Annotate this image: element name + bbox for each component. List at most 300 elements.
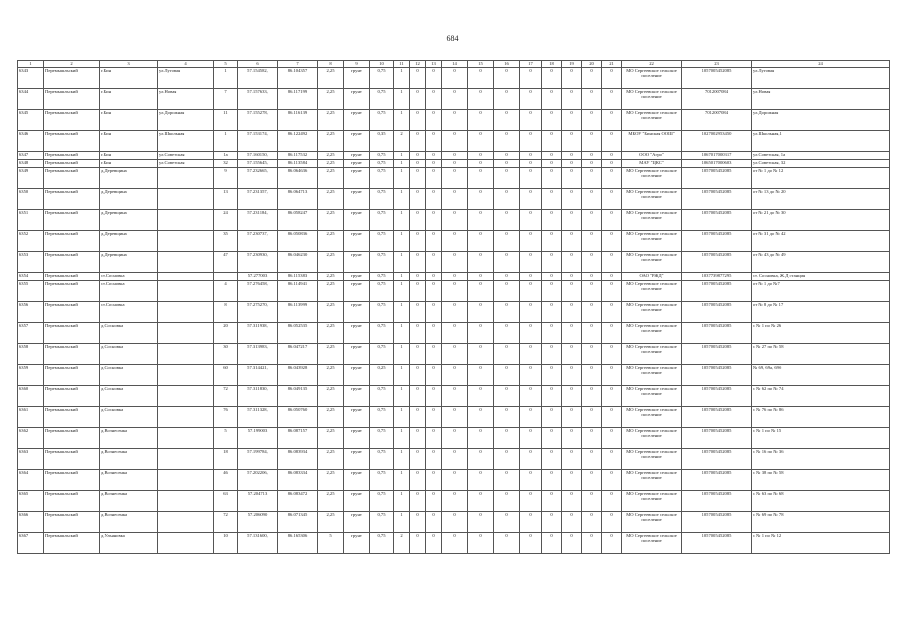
- table-cell: 0: [426, 89, 442, 110]
- table-cell: 0: [468, 323, 494, 344]
- table-cell: 0: [410, 168, 426, 189]
- table-cell: грунт: [344, 168, 370, 189]
- table-cell: МБОУ "Бинская ООШ": [622, 131, 682, 152]
- column-header: 16: [494, 61, 520, 68]
- table-cell: 57.232665,: [238, 168, 278, 189]
- table-cell: 32: [214, 160, 238, 168]
- table-cell: с № 38 по № 58: [752, 470, 890, 491]
- table-cell: ст. Сосновка, Ж.Д станция: [752, 273, 890, 281]
- table-cell: 0: [562, 168, 582, 189]
- table-cell: МО Сергеевское сельское поселение: [622, 89, 682, 110]
- table-cell: 6353: [18, 252, 44, 273]
- table-cell: 2,25: [318, 386, 344, 407]
- table-cell: 1057005452085: [682, 168, 752, 189]
- table-cell: 2,25: [318, 89, 344, 110]
- table-cell: грунт: [344, 491, 370, 512]
- table-cell: 7012007084: [682, 110, 752, 131]
- table-cell: 0,75: [370, 428, 394, 449]
- table-cell: 0: [520, 428, 542, 449]
- table-cell: 1057005452085: [682, 512, 752, 533]
- table-cell: 0: [582, 344, 602, 365]
- column-header: 9: [344, 61, 370, 68]
- table-cell: 0: [562, 273, 582, 281]
- table-cell: ул.Дорожная: [158, 110, 214, 131]
- table-cell: г.Бин: [100, 160, 158, 168]
- table-cell: 0: [426, 470, 442, 491]
- table-cell: 0: [520, 449, 542, 470]
- table-cell: 0: [562, 89, 582, 110]
- table-cell: 0: [494, 273, 520, 281]
- table-cell: 1065017000603: [682, 160, 752, 168]
- table-cell: [158, 449, 214, 470]
- table-cell: 0: [602, 323, 622, 344]
- table-cell: грунт: [344, 386, 370, 407]
- table-cell: 0: [494, 491, 520, 512]
- table-cell: 4: [214, 281, 238, 302]
- table-cell: 57.202206,: [238, 470, 278, 491]
- table-cell: [214, 273, 238, 281]
- table-cell: ул.Новая: [158, 89, 214, 110]
- table-cell: грунт: [344, 252, 370, 273]
- table-cell: 0: [410, 407, 426, 428]
- table-cell: 1057005452085: [682, 252, 752, 273]
- table-cell: грунт: [344, 89, 370, 110]
- table-cell: 0: [468, 160, 494, 168]
- table-cell: г.Бин: [100, 131, 158, 152]
- table-cell: г.Бин: [100, 110, 158, 131]
- table-cell: 86.117199: [278, 89, 318, 110]
- table-cell: 1: [394, 160, 410, 168]
- table-cell: 0: [602, 110, 622, 131]
- table-cell: 0: [602, 365, 622, 386]
- table-cell: 20: [214, 323, 238, 344]
- table-cell: 0: [468, 89, 494, 110]
- table-cell: 0: [582, 210, 602, 231]
- table-cell: 0,75: [370, 231, 394, 252]
- table-cell: 6349: [18, 168, 44, 189]
- registry-table: [17, 60, 890, 554]
- table-cell: от № 21 до № 30: [752, 210, 890, 231]
- table-cell: от № 31 до № 42: [752, 231, 890, 252]
- table-cell: 2: [394, 131, 410, 152]
- table-cell: 0: [582, 252, 602, 273]
- table-cell: 0: [582, 470, 602, 491]
- table-cell: 6347: [18, 152, 44, 160]
- table-header: [18, 61, 890, 68]
- table-cell: 86.113584: [278, 160, 318, 168]
- table-cell: 0: [468, 231, 494, 252]
- table-cell: 0: [494, 470, 520, 491]
- table-cell: 6365: [18, 491, 44, 512]
- table-cell: 0: [442, 386, 468, 407]
- table-cell: 0: [582, 152, 602, 160]
- table-cell: 0: [494, 386, 520, 407]
- table-cell: д.Ульяновка: [100, 533, 158, 554]
- table-cell: 2,25: [318, 323, 344, 344]
- table-cell: д.Сосновка: [100, 365, 158, 386]
- table-cell: д.Вознесенка: [100, 491, 158, 512]
- table-cell: [158, 491, 214, 512]
- table-cell: 30: [214, 344, 238, 365]
- table-cell: 0: [520, 323, 542, 344]
- table-cell: МО Сергеевское сельское поселение: [622, 168, 682, 189]
- table-cell: 0: [542, 470, 562, 491]
- table-cell: 0: [426, 152, 442, 160]
- table-cell: 2,25: [318, 131, 344, 152]
- table-cell: 0: [582, 407, 602, 428]
- table-cell: 0: [562, 231, 582, 252]
- column-header: 5: [214, 61, 238, 68]
- table-cell: 57.311938,: [238, 323, 278, 344]
- table-cell: 0: [602, 68, 622, 89]
- table-cell: 0: [562, 365, 582, 386]
- table-cell: 57.204713: [238, 491, 278, 512]
- table-cell: от № 13 до № 20: [752, 189, 890, 210]
- table-cell: 0: [520, 131, 542, 152]
- table-cell: 0: [582, 273, 602, 281]
- table-cell: 10: [214, 533, 238, 554]
- table-cell: от № 8 до № 17: [752, 302, 890, 323]
- column-header: 7: [278, 61, 318, 68]
- table-cell: 0,75: [370, 344, 394, 365]
- table-cell: 0: [602, 168, 622, 189]
- table-cell: [158, 231, 214, 252]
- column-header: 14: [442, 61, 468, 68]
- table-cell: Перемышльский: [44, 470, 100, 491]
- table-cell: 6346: [18, 131, 44, 152]
- table-cell: 0: [582, 189, 602, 210]
- table-cell: 0,75: [370, 449, 394, 470]
- table-cell: ул.Дорожная: [752, 110, 890, 131]
- table-cell: 2,25: [318, 68, 344, 89]
- table-cell: 0: [494, 512, 520, 533]
- table-cell: 5: [214, 428, 238, 449]
- table-cell: 0: [468, 131, 494, 152]
- table-row: [18, 302, 890, 323]
- table-cell: 0: [520, 210, 542, 231]
- table-cell: 2,25: [318, 449, 344, 470]
- table-cell: 0,75: [370, 110, 394, 131]
- table-cell: 86.083934: [278, 449, 318, 470]
- table-cell: 0: [520, 168, 542, 189]
- table-row: [18, 160, 890, 168]
- column-header: 13: [426, 61, 442, 68]
- table-cell: 0: [562, 110, 582, 131]
- table-cell: 57.276458,: [238, 281, 278, 302]
- table-cell: 0: [426, 281, 442, 302]
- table-cell: 0: [426, 131, 442, 152]
- table-cell: 0,75: [370, 152, 394, 160]
- table-cell: 0: [602, 344, 622, 365]
- table-cell: МО Сергеевское сельское поселение: [622, 449, 682, 470]
- table-cell: 0: [520, 68, 542, 89]
- table-cell: 2,25: [318, 344, 344, 365]
- table-cell: [158, 210, 214, 231]
- table-cell: [158, 470, 214, 491]
- table-cell: 57.277003: [238, 273, 278, 281]
- table-cell: 0: [410, 491, 426, 512]
- table-cell: с № 63 по № 68: [752, 491, 890, 512]
- table-cell: [158, 323, 214, 344]
- table-cell: 0: [520, 491, 542, 512]
- table-cell: 1: [394, 302, 410, 323]
- table-cell: 0: [426, 512, 442, 533]
- table-cell: [158, 407, 214, 428]
- table-cell: 46: [214, 470, 238, 491]
- table-cell: 0: [602, 281, 622, 302]
- table-cell: грунт: [344, 189, 370, 210]
- table-cell: 1057005452085: [682, 210, 752, 231]
- table-cell: 0: [442, 89, 468, 110]
- table-cell: грунт: [344, 152, 370, 160]
- table-cell: 1: [214, 131, 238, 152]
- table-row: [18, 68, 890, 89]
- table-cell: 11: [214, 110, 238, 131]
- table-cell: 0,75: [370, 386, 394, 407]
- table-cell: 0: [520, 110, 542, 131]
- table-cell: 0: [468, 189, 494, 210]
- table-cell: с № 16 по № 36: [752, 449, 890, 470]
- table-cell: 0: [520, 512, 542, 533]
- table-cell: грунт: [344, 407, 370, 428]
- table-cell: 0: [542, 428, 562, 449]
- table-cell: грунт: [344, 344, 370, 365]
- table-cell: 0: [410, 428, 426, 449]
- table-cell: Перемышльский: [44, 512, 100, 533]
- table-cell: 0: [520, 152, 542, 160]
- table-cell: д.Деревщина: [100, 252, 158, 273]
- table-cell: 0: [426, 210, 442, 231]
- table-cell: 0: [442, 323, 468, 344]
- table-cell: 0: [468, 365, 494, 386]
- table-cell: 86.122492: [278, 131, 318, 152]
- table-row: [18, 491, 890, 512]
- table-cell: г.Бин: [100, 89, 158, 110]
- table-cell: 57.157633,: [238, 89, 278, 110]
- table-cell: грунт: [344, 68, 370, 89]
- table-row: [18, 365, 890, 386]
- column-header: 22: [622, 61, 682, 68]
- table-cell: 0: [562, 533, 582, 554]
- table-cell: 0: [494, 302, 520, 323]
- table-cell: № 69, 69а, 69б: [752, 365, 890, 386]
- table-cell: 0: [582, 160, 602, 168]
- table-cell: 0: [410, 323, 426, 344]
- table-cell: 1: [394, 68, 410, 89]
- table-cell: 0: [468, 302, 494, 323]
- table-cell: ул.Советская, 32: [752, 160, 890, 168]
- column-header: 15: [468, 61, 494, 68]
- column-header: 11: [394, 61, 410, 68]
- table-cell: 0: [520, 189, 542, 210]
- table-cell: 0,75: [370, 407, 394, 428]
- table-cell: 0: [468, 533, 494, 554]
- table-cell: 0: [520, 365, 542, 386]
- table-cell: 0: [602, 512, 622, 533]
- table-cell: 0: [426, 386, 442, 407]
- table-cell: 13: [214, 189, 238, 210]
- table-cell: 0: [520, 302, 542, 323]
- table-cell: 0: [494, 110, 520, 131]
- table-cell: 0,75: [370, 281, 394, 302]
- table-cell: 0: [542, 152, 562, 160]
- column-header: 12: [410, 61, 426, 68]
- table-cell: 0: [582, 231, 602, 252]
- table-row: [18, 168, 890, 189]
- table-cell: 0,75: [370, 168, 394, 189]
- table-cell: Перемышльский: [44, 281, 100, 302]
- table-cell: 0: [602, 231, 622, 252]
- table-cell: 0: [562, 252, 582, 273]
- table-cell: 0,75: [370, 323, 394, 344]
- table-cell: 0: [582, 533, 602, 554]
- table-cell: 2,25: [318, 160, 344, 168]
- table-cell: от № 1 до №7: [752, 281, 890, 302]
- table-cell: 0: [442, 491, 468, 512]
- table-cell: МО Сергеевское сельское поселение: [622, 68, 682, 89]
- table-cell: 0: [602, 407, 622, 428]
- table-cell: 0: [542, 491, 562, 512]
- table-cell: 0: [410, 89, 426, 110]
- table-cell: 0: [582, 323, 602, 344]
- table-cell: 57.160150,: [238, 152, 278, 160]
- table-row: [18, 231, 890, 252]
- table-cell: д.Сосновка: [100, 407, 158, 428]
- table-cell: 76: [214, 407, 238, 428]
- table-cell: 6357: [18, 323, 44, 344]
- table-cell: 2,25: [318, 152, 344, 160]
- table-row: [18, 281, 890, 302]
- column-header: 19: [562, 61, 582, 68]
- table-cell: 0: [582, 302, 602, 323]
- table-cell: 1057005452085: [682, 533, 752, 554]
- table-cell: 2,25: [318, 110, 344, 131]
- table-cell: 0: [562, 323, 582, 344]
- table-cell: 0: [442, 470, 468, 491]
- table-cell: 0,75: [370, 189, 394, 210]
- table-cell: 0: [426, 323, 442, 344]
- table-cell: 0: [442, 302, 468, 323]
- table-cell: 1057005452085: [682, 189, 752, 210]
- table-cell: 1: [394, 210, 410, 231]
- table-cell: 0: [562, 491, 582, 512]
- table-cell: с № 1 по № 15: [752, 428, 890, 449]
- table-cell: 6356: [18, 302, 44, 323]
- table-cell: 0: [410, 344, 426, 365]
- table-cell: 0: [426, 344, 442, 365]
- table-cell: 6344: [18, 89, 44, 110]
- table-cell: 0: [542, 533, 562, 554]
- table-cell: 0: [602, 273, 622, 281]
- table-cell: 0: [582, 449, 602, 470]
- table-cell: 86.087157: [278, 428, 318, 449]
- table-cell: 0: [494, 365, 520, 386]
- table-cell: 0: [426, 533, 442, 554]
- table-cell: 1: [394, 231, 410, 252]
- table-cell: 1: [394, 428, 410, 449]
- table-cell: 0: [442, 281, 468, 302]
- table-cell: 0: [542, 252, 562, 273]
- table-cell: 0: [602, 210, 622, 231]
- table-cell: 57.155278,: [238, 110, 278, 131]
- table-cell: 0: [442, 533, 468, 554]
- table-cell: 0: [542, 323, 562, 344]
- table-cell: 0: [494, 189, 520, 210]
- table-cell: 0: [410, 281, 426, 302]
- table-cell: 0,25: [370, 365, 394, 386]
- table-cell: 57.199784,: [238, 449, 278, 470]
- table-row: [18, 407, 890, 428]
- table-cell: грунт: [344, 302, 370, 323]
- table-cell: 0: [494, 407, 520, 428]
- table-cell: 0: [542, 281, 562, 302]
- table-cell: 7012007084: [682, 89, 752, 110]
- table-cell: 0: [562, 160, 582, 168]
- table-cell: Перемышльский: [44, 110, 100, 131]
- table-cell: 7: [214, 89, 238, 110]
- table-cell: грунт: [344, 273, 370, 281]
- table-cell: 0: [602, 470, 622, 491]
- table-cell: 0: [426, 110, 442, 131]
- table-cell: 86.046230: [278, 252, 318, 273]
- table-cell: МО Сергеевское сельское поселение: [622, 365, 682, 386]
- table-cell: ул.Новая: [752, 89, 890, 110]
- table-cell: 0: [542, 110, 562, 131]
- table-cell: Перемышльский: [44, 89, 100, 110]
- table-cell: МО Сергеевское сельское поселение: [622, 386, 682, 407]
- table-cell: 57.230737,: [238, 231, 278, 252]
- table-cell: [158, 252, 214, 273]
- table-cell: 0: [468, 470, 494, 491]
- table-cell: 0: [542, 210, 562, 231]
- column-header: 1: [18, 61, 44, 68]
- table-cell: 1057005452085: [682, 470, 752, 491]
- table-cell: д.Вознесенка: [100, 428, 158, 449]
- table-cell: Перемышльский: [44, 210, 100, 231]
- table-cell: 6364: [18, 470, 44, 491]
- table-row: [18, 386, 890, 407]
- table-cell: с № 1 по № 12: [752, 533, 890, 554]
- table-cell: [158, 302, 214, 323]
- table-cell: Перемышльский: [44, 168, 100, 189]
- table-cell: 0: [426, 168, 442, 189]
- table-cell: [158, 533, 214, 554]
- table-cell: 0: [442, 131, 468, 152]
- table-cell: 0: [542, 231, 562, 252]
- table-cell: 1057005452085: [682, 68, 752, 89]
- table-cell: грунт: [344, 281, 370, 302]
- table-cell: 86.050836: [278, 231, 318, 252]
- table-cell: Перемышльский: [44, 252, 100, 273]
- table-cell: грунт: [344, 110, 370, 131]
- table-cell: 0: [442, 344, 468, 365]
- table-cell: 0: [562, 449, 582, 470]
- table-cell: 0: [442, 231, 468, 252]
- table-cell: 6367: [18, 533, 44, 554]
- table-cell: д.Деревщина: [100, 168, 158, 189]
- table-cell: 2,25: [318, 252, 344, 273]
- table-cell: 9: [214, 168, 238, 189]
- table-cell: 0: [426, 160, 442, 168]
- table-row: [18, 449, 890, 470]
- table-cell: 0: [468, 386, 494, 407]
- table-cell: [158, 281, 214, 302]
- table-cell: 86.064713: [278, 189, 318, 210]
- column-header: 6: [238, 61, 278, 68]
- table-cell: 0: [494, 168, 520, 189]
- table-cell: 0: [426, 449, 442, 470]
- table-cell: от № 43 до № 49: [752, 252, 890, 273]
